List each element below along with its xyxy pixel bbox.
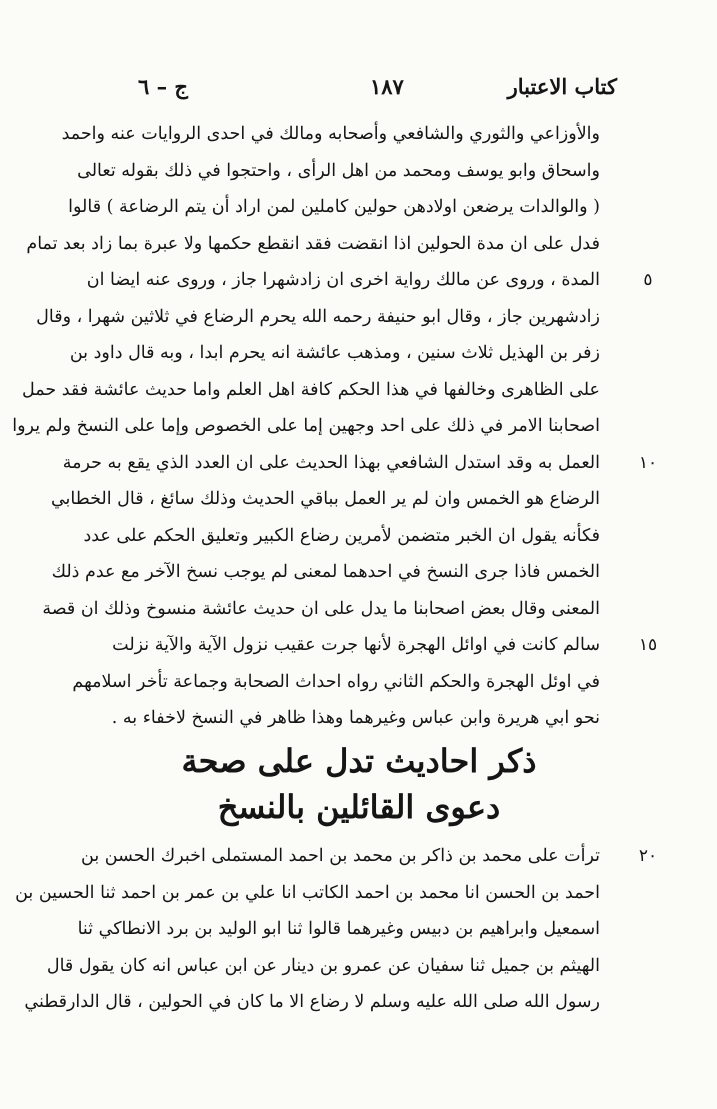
text-line: على الظاهرى وخالفها في هذا الحكم كافة اهل العلم واما حديث عائشة فقد حمل bbox=[22, 379, 600, 400]
body-text-2 bbox=[15, 838, 600, 1021]
text-line: زادشهرين جاز ، وقال ابو حنيفة رحمه الله يحرم الرضاع في ثلاثين شهرا ، وقال bbox=[36, 306, 600, 327]
text-line: واسحاق وابو يوسف ومحمد من اهل الرأى ، واحتجوا في ذلك بقوله تعالى bbox=[77, 160, 600, 181]
text-line: فكأنه يقول ان الخبر متضمن لأمرين رضاع الكبير وتعليق الحكم على عدد bbox=[83, 525, 600, 546]
section-heading-line-1: ذكر احاديث تدل على صحة bbox=[181, 742, 537, 780]
page-number: ١٨٧ bbox=[370, 74, 404, 99]
text-line: ( والوالدات يرضعن اولادهن حولين كاملين لمن اراد أن يتم الرضاعة ) قالوا bbox=[68, 197, 600, 217]
text-line: ترأت على محمد بن ذاكر بن محمد بن احمد المستملى اخبرك الحسن بن bbox=[81, 846, 600, 866]
text-line: سالم كانت في اوائل الهجرة لأنها جرت عقيب نزول الآية والآية نزلت bbox=[112, 635, 600, 655]
text-line: المعنى وقال بعض اصحابنا ما يدل على ان حديث عائشة منسوخ وذلك ان قصة bbox=[42, 598, 600, 619]
text-line: احمد بن الحسن انا محمد بن احمد الكاتب انا علي بن عمر بن احمد ثنا الحسين بن bbox=[15, 882, 600, 903]
text-line: رسول الله صلى الله عليه وسلم لا رضاع الا ما كان في الحولين ، قال الدارقطني bbox=[24, 992, 600, 1012]
section-heading-line-2: دعوى القائلين بالنسخ bbox=[217, 788, 501, 826]
text-line: اصحابنا الامر في ذلك على احد وجهين إما على الخصوص وإما على النسخ ولم يروا bbox=[12, 416, 600, 436]
line-number-marker: ٢٠ bbox=[638, 846, 658, 866]
text-line: فدل على ان مدة الحولين اذا انقضت فقد انقطع حكمها ولا عبرة بما زاد بعد تمام bbox=[26, 233, 600, 254]
text-line: الخمس فاذا جرى النسخ في احدهما لمعنى لم يوجب نسخ الآخر مع عدم ذلك bbox=[51, 562, 600, 582]
page-header bbox=[120, 74, 617, 114]
text-line: العمل به وقد استدل الشافعي بهذا الحديث على ان العدد الذي يقع به حرمة bbox=[62, 452, 600, 473]
text-line: نحو ابي هريرة وابن عباس وغيرهما وهذا ظاهر في النسخ لاخفاء به . bbox=[111, 708, 600, 728]
line-number-marker: ١٠ bbox=[638, 452, 658, 473]
line-number-marker: ٥ bbox=[643, 270, 653, 290]
text-line: اسمعيل وابراهيم بن دبيس وغيرهما قالوا ثنا ابو الوليد بن برد الانطاكي ثنا bbox=[77, 919, 600, 939]
text-line: في اوئل الهجرة والحكم الثاني رواه احداث الصحابة وجماعة تأخر اسلامهم bbox=[72, 671, 600, 692]
running-title: كتاب الاعتبار bbox=[507, 74, 617, 99]
body-text bbox=[12, 116, 600, 737]
volume-label: ج – ٦ bbox=[138, 74, 188, 99]
line-number-marker: ١٥ bbox=[638, 635, 658, 655]
text-line: زفر بن الهذيل ثلاث سنين ، ومذهب عائشة انه يحرم ابدا ، وبه قال داود بن bbox=[69, 343, 600, 363]
text-line: الهيثم بن جميل ثنا سفيان عن عمرو بن دينار عن ابن عباس انه كان يقول قال bbox=[46, 955, 600, 976]
text-line: الرضاع هو الخمس وان لم ير العمل بباقي الحديث وذلك سائغ ، قال الخطابي bbox=[50, 489, 600, 509]
text-line: المدة ، وروى عن مالك رواية اخرى ان زادشهرا جاز ، وروى عنه ايضا ان bbox=[86, 270, 600, 290]
text-line: والأوزاعي والثوري والشافعي وأصحابه ومالك في احدى الروايات عنه واحمد bbox=[61, 124, 600, 144]
